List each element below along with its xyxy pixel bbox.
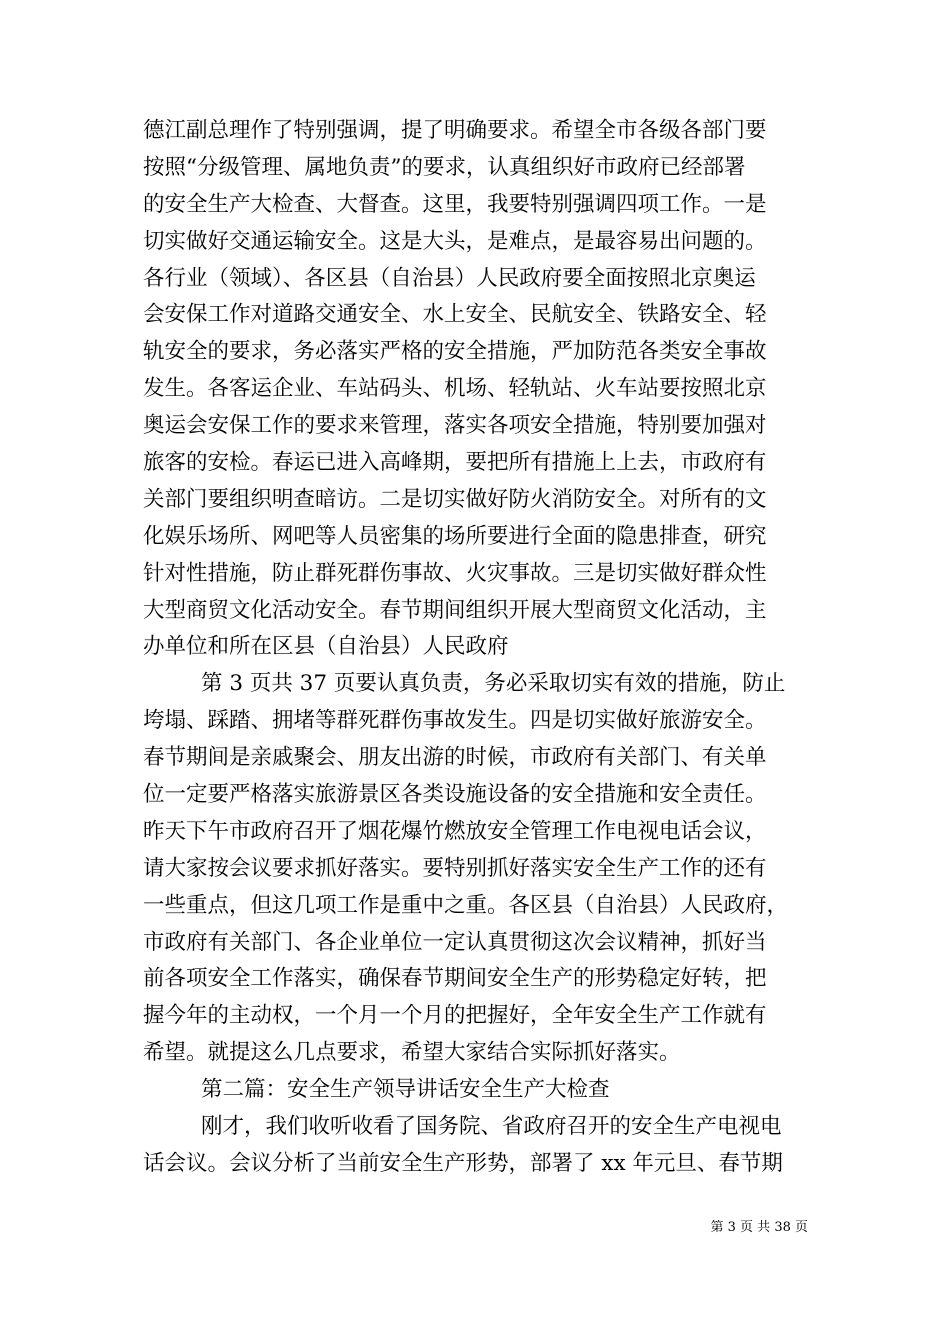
text-line: 握今年的主动权，一个月一个月的把握好，全年安全生产工作就有 — [143, 1003, 767, 1029]
text-line: 奥运会安保工作的要求来管理，落实各项安全措施，特别要加强对 — [143, 413, 767, 439]
text-line: 昨天下午市政府召开了烟花爆竹燃放安全管理工作电视电话会议， — [143, 818, 767, 844]
text-line: 切实做好交通运输安全。这是大头，是难点，是最容易出问题的。 — [143, 228, 767, 254]
text-line: 一些重点，但这几项工作是重中之重。各区县（自治县）人民政府， — [143, 892, 789, 918]
text-line: 德江副总理作了特别强调，提了明确要求。希望全市各级各部门要 — [143, 118, 767, 143]
text-line: 前各项安全工作落实，确保春节期间安全生产的形势稳定好转，把 — [143, 966, 767, 992]
text-line: 大型商贸文化活动安全。春节期间组织开展大型商贸文化活动，主 — [143, 597, 767, 623]
text-line: 刚才，我们收听收看了国务院、省政府召开的安全生产电视电 — [201, 1114, 782, 1140]
text-line: 位一定要严格落实旅游景区各类设施设备的安全措施和安全责任。 — [143, 782, 767, 808]
text-line: 的安全生产大检查、大督查。这里，我要特别强调四项工作。一是 — [143, 191, 767, 217]
text-line: 旅客的安检。春运已进入高峰期，要把所有措施上上去，市政府有 — [143, 450, 767, 476]
body-text — [143, 113, 813, 1183]
text-line: 关部门要组织明查暗访。二是切实做好防火消防安全。对所有的文 — [143, 486, 767, 512]
page-number-footer: 第 3 页 共 38 页 — [710, 1220, 808, 1235]
text-line: 各行业（领域）、各区县（自治县）人民政府要全面按照北京奥运 — [143, 265, 756, 291]
text-line: 话会议。会议分析了当前安全生产形势，部署了 xx 年元旦、春节期 — [143, 1150, 783, 1176]
text-line: 化娱乐场所、网吧等人员密集的场所要进行全面的隐患排查，研究 — [143, 523, 767, 549]
text-line: 办单位和所在区县（自治县）人民政府 — [143, 634, 509, 660]
text-line: 轨安全的要求，务必落实严格的安全措施，严加防范各类安全事故 — [143, 339, 767, 365]
text-line: 会安保工作对道路交通安全、水上安全、民航安全、铁路安全、轻 — [143, 302, 767, 328]
text-line: 发生。各客运企业、车站码头、机场、轻轨站、火车站要按照北京 — [143, 376, 767, 402]
text-line: 针对性措施，防止群死群伤事故、火灾事故。三是切实做好群众性 — [143, 560, 767, 586]
text-line: 希望。就提这么几点要求，希望大家结合实际抓好落实。 — [143, 1040, 681, 1066]
text-line: 第 3 页共 37 页要认真负责，务必采取切实有效的措施，防止 — [201, 671, 786, 697]
text-line: 请大家按会议要求抓好落实。要特别抓好落实安全生产工作的还有 — [143, 855, 767, 881]
text-line: 市政府有关部门、各企业单位一定认真贯彻这次会议精神，抓好当 — [143, 929, 767, 955]
text-line: 垮塌、踩踏、拥堵等群死群伤事故发生。四是切实做好旅游安全。 — [143, 708, 767, 734]
text-line: 按照“分级管理、属地负责”的要求，认真组织好市政府已经部署 — [143, 154, 746, 180]
text-line: 春节期间是亲戚聚会、朋友出游的时候，市政府有关部门、有关单 — [143, 745, 767, 771]
section-heading: 第二篇：安全生产领导讲话安全生产大检查 — [201, 1077, 610, 1103]
